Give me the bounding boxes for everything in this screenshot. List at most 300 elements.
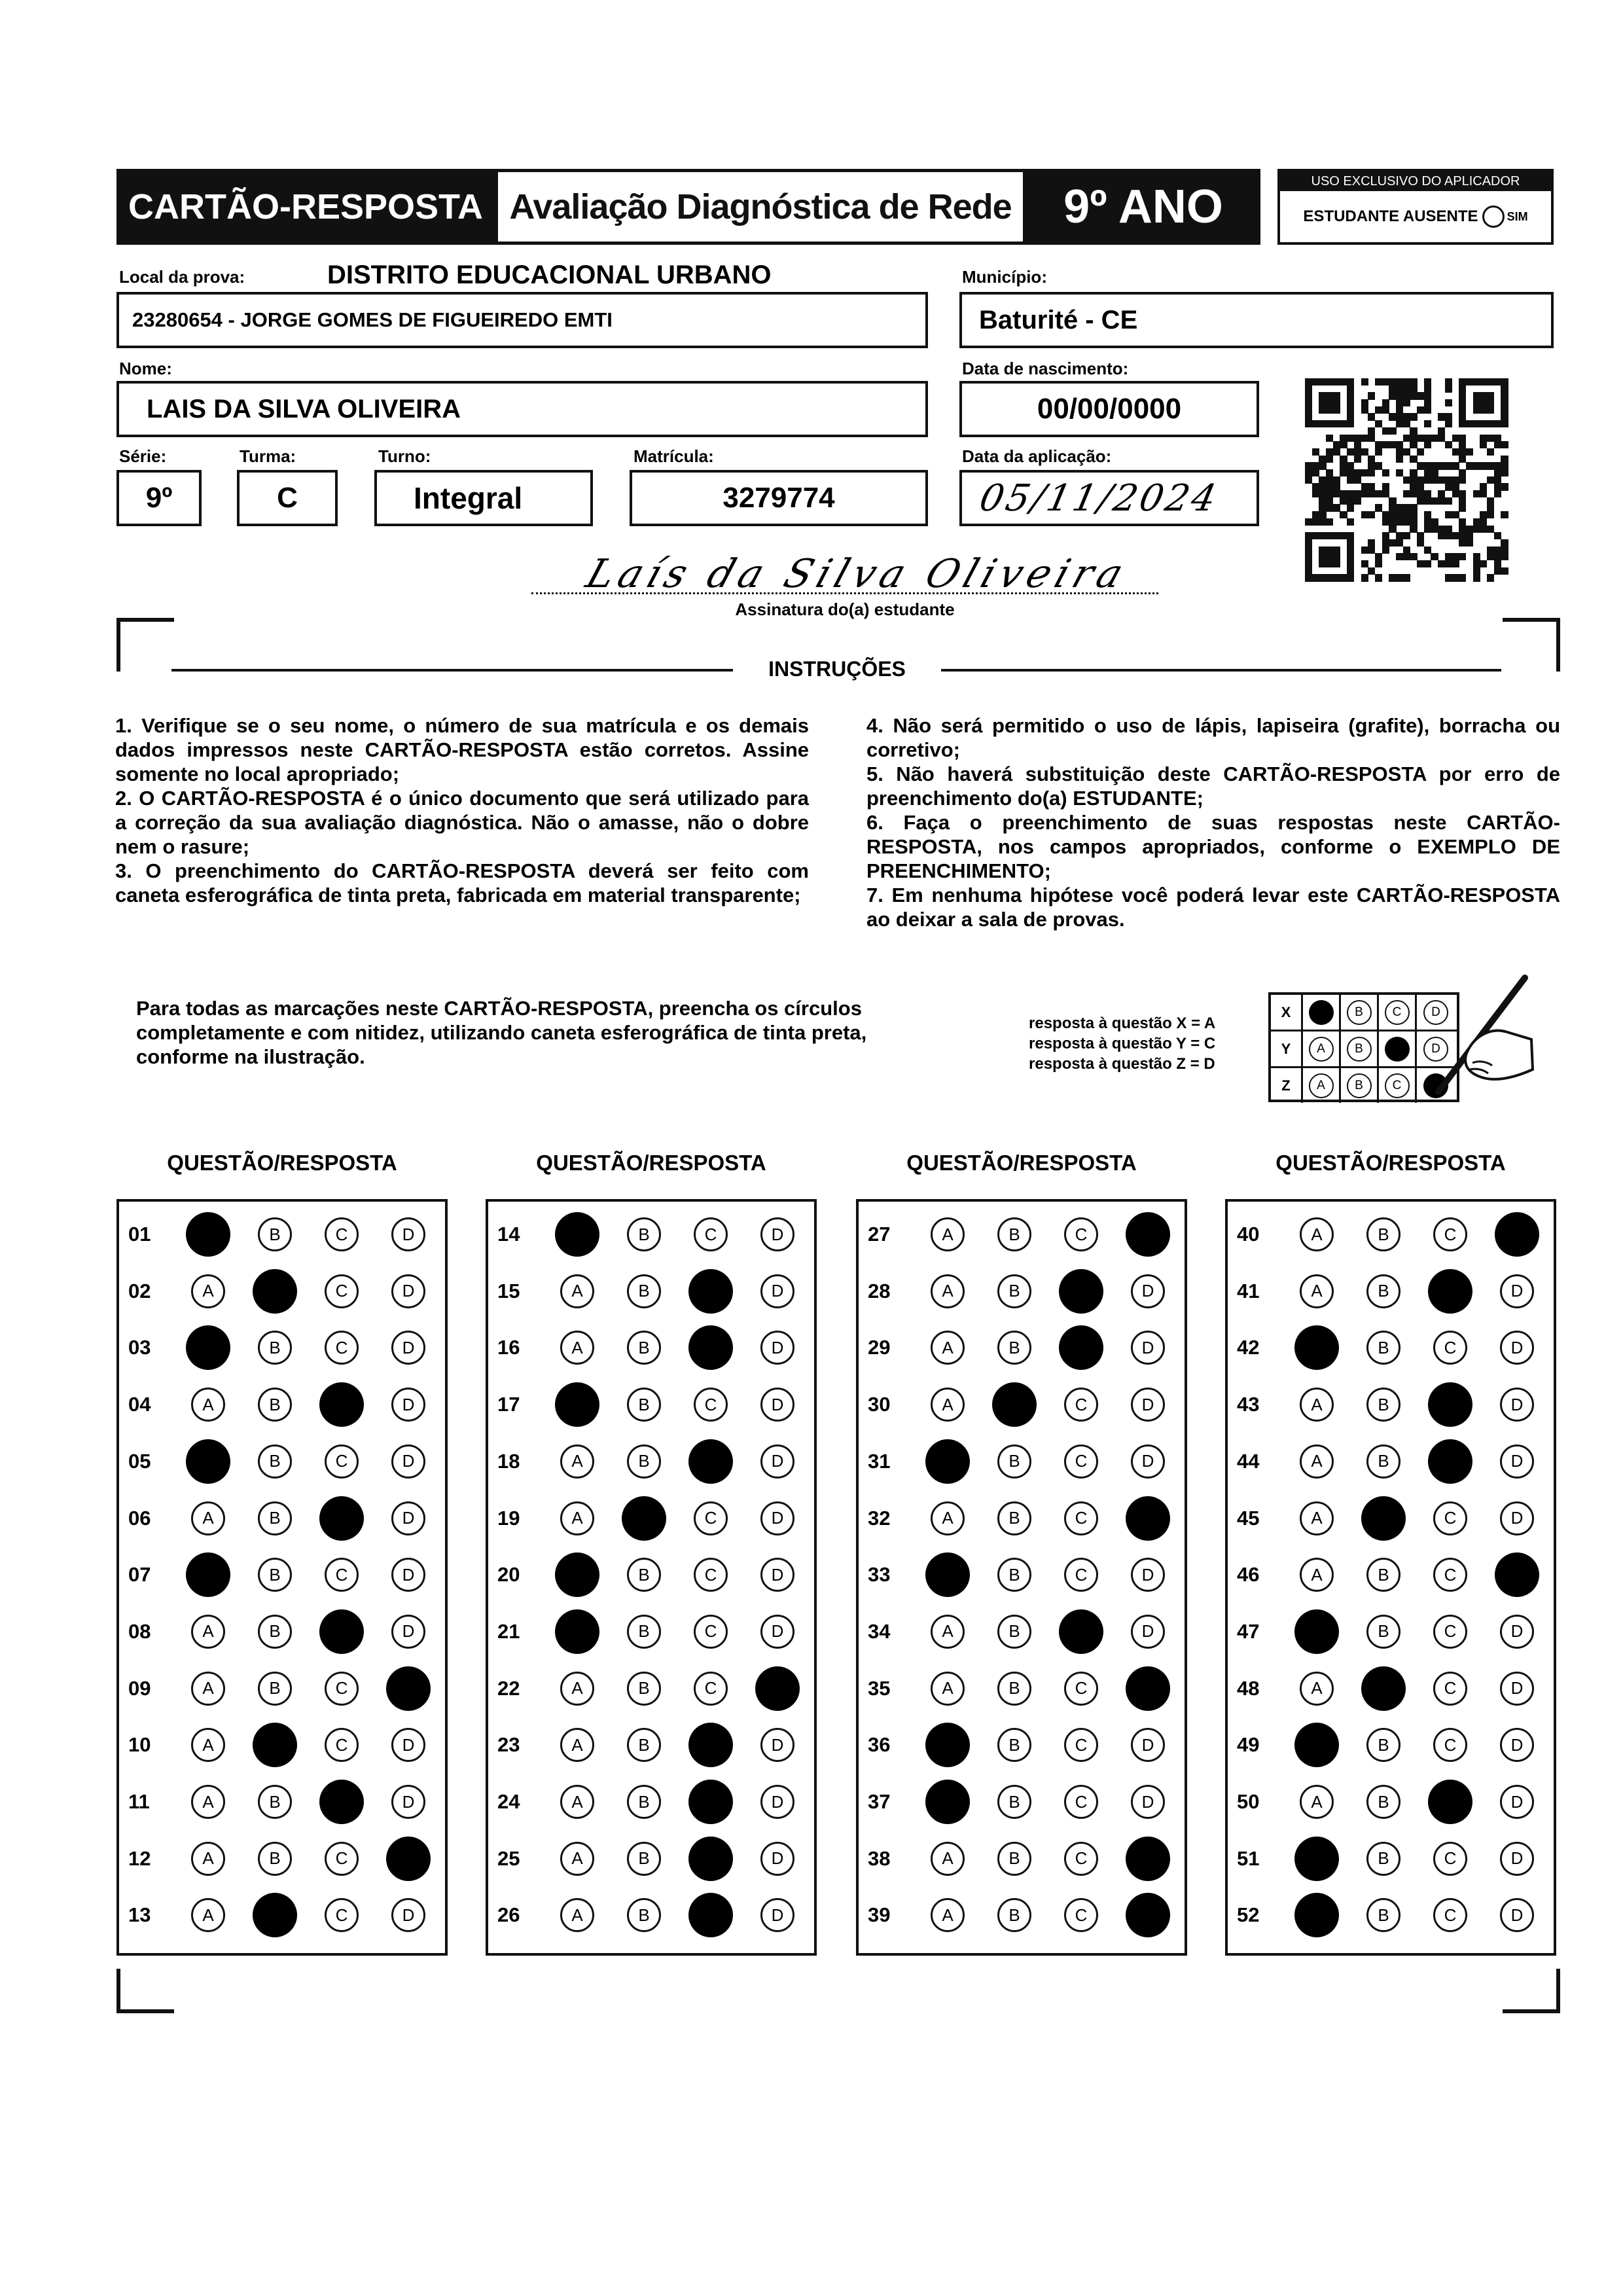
pen-hand-illustration: [1427, 971, 1538, 1100]
question-number: 35: [868, 1676, 891, 1700]
aplicacao-value: 05/11/2024: [976, 476, 1222, 520]
answer-bubble-02-a[interactable]: A: [191, 1274, 225, 1308]
instruction-5: 5. Não haverá substituição deste CARTÃO-RESPOSTA por erro de preenchimento do(a) ESTUDANTE;: [866, 762, 1560, 810]
answer-bubble-17-d[interactable]: D: [760, 1388, 794, 1422]
example-bubble-z-c: C: [1385, 1073, 1410, 1098]
answer-bubble-21-c[interactable]: C: [694, 1615, 728, 1649]
answer-bubble-30-d[interactable]: D: [1131, 1388, 1165, 1422]
instructions-rule-right: [941, 669, 1501, 672]
answer-bubble-17-c[interactable]: C: [694, 1388, 728, 1422]
answer-bubble-34-b[interactable]: B: [997, 1615, 1031, 1649]
answer-bubble-47-a[interactable]: [1294, 1609, 1339, 1654]
answer-bubble-22-b[interactable]: B: [627, 1672, 661, 1706]
signature: Laís da Silva Oliveira: [580, 551, 1134, 597]
answer-bubble-01-a[interactable]: [186, 1212, 230, 1257]
answer-bubble-49-b[interactable]: B: [1366, 1728, 1400, 1762]
answer-bubble-25-c[interactable]: [688, 1837, 733, 1881]
answer-bubble-20-a[interactable]: [555, 1552, 599, 1597]
answer-bubble-21-a[interactable]: [555, 1609, 599, 1654]
answer-bubble-48-c[interactable]: C: [1433, 1672, 1467, 1706]
answer-bubble-41-d[interactable]: D: [1500, 1274, 1534, 1308]
answer-bubble-28-d[interactable]: D: [1131, 1274, 1165, 1308]
answer-bubble-51-c[interactable]: C: [1433, 1842, 1467, 1876]
answer-bubble-34-a[interactable]: A: [931, 1615, 965, 1649]
answer-bubble-04-a[interactable]: A: [191, 1388, 225, 1422]
question-number: 37: [868, 1790, 891, 1813]
answer-bubble-51-d[interactable]: D: [1500, 1842, 1534, 1876]
question-number: 30: [868, 1393, 891, 1416]
question-number: 03: [128, 1336, 151, 1359]
answer-bubble-42-d[interactable]: D: [1500, 1331, 1534, 1365]
answer-bubble-30-b[interactable]: [992, 1382, 1037, 1427]
answer-bubble-32-d[interactable]: [1126, 1496, 1170, 1541]
answer-bubble-15-b[interactable]: B: [627, 1274, 661, 1308]
answer-bubble-29-c[interactable]: [1059, 1325, 1103, 1370]
answer-bubble-07-a[interactable]: [186, 1552, 230, 1597]
answer-bubble-50-a[interactable]: A: [1300, 1785, 1334, 1819]
question-number: 02: [128, 1279, 151, 1302]
answer-bubble-06-a[interactable]: A: [191, 1501, 225, 1535]
turma-label: Turma:: [240, 446, 296, 466]
answer-bubble-08-d[interactable]: D: [391, 1615, 425, 1649]
turno-value: Integral: [414, 481, 523, 515]
answer-bubble-39-d[interactable]: [1126, 1893, 1170, 1937]
answer-bubble-45-a[interactable]: A: [1300, 1501, 1334, 1535]
answer-bubble-33-b[interactable]: B: [997, 1558, 1031, 1592]
answer-bubble-15-d[interactable]: D: [760, 1274, 794, 1308]
answer-bubble-22-c[interactable]: C: [694, 1672, 728, 1706]
example-bubble-x-b: B: [1347, 1000, 1372, 1025]
question-number: 45: [1237, 1506, 1260, 1530]
question-number: 29: [868, 1336, 891, 1359]
answer-bubble-11-a[interactable]: A: [191, 1785, 225, 1819]
answer-bubble-28-a[interactable]: A: [931, 1274, 965, 1308]
example-row-label: X: [1271, 995, 1303, 1030]
local-district: DISTRITO EDUCACIONAL URBANO: [327, 260, 772, 289]
answer-bubble-47-d[interactable]: D: [1500, 1615, 1534, 1649]
answer-bubble-10-a[interactable]: A: [191, 1728, 225, 1762]
aplicacao-field: [959, 470, 1259, 526]
answer-bubble-25-d[interactable]: D: [760, 1842, 794, 1876]
answer-bubble-45-d[interactable]: D: [1500, 1501, 1534, 1535]
answer-bubble-41-c[interactable]: [1428, 1269, 1472, 1314]
answer-bubble-02-d[interactable]: D: [391, 1274, 425, 1308]
answer-bubble-05-a[interactable]: [186, 1439, 230, 1484]
example-bubble-y-a: A: [1309, 1037, 1334, 1062]
answer-bubble-15-c[interactable]: [688, 1269, 733, 1314]
column-title-2: QUESTÃO/RESPOSTA: [536, 1151, 766, 1175]
answer-bubble-50-d[interactable]: D: [1500, 1785, 1534, 1819]
answer-bubble-25-a[interactable]: A: [560, 1842, 594, 1876]
answer-bubble-34-c[interactable]: [1059, 1609, 1103, 1654]
example-legend: [1029, 1013, 1215, 1074]
answer-bubble-31-b[interactable]: B: [997, 1444, 1031, 1479]
answer-bubble-43-c[interactable]: [1428, 1382, 1472, 1427]
answer-bubble-06-c[interactable]: [319, 1496, 364, 1541]
answer-bubble-24-c[interactable]: [688, 1780, 733, 1824]
answer-bubble-19-c[interactable]: C: [694, 1501, 728, 1535]
question-number: 01: [128, 1223, 151, 1246]
answer-bubble-12-b[interactable]: B: [258, 1842, 292, 1876]
answer-bubble-09-c[interactable]: C: [325, 1672, 359, 1706]
instructions-title: INSTRUÇÕES: [768, 657, 906, 681]
answer-bubble-23-b[interactable]: B: [627, 1728, 661, 1762]
question-number: 26: [497, 1903, 520, 1927]
answer-bubble-52-b[interactable]: B: [1366, 1898, 1400, 1932]
answer-bubble-18-c[interactable]: [688, 1439, 733, 1484]
answer-bubble-35-b[interactable]: B: [997, 1672, 1031, 1706]
answer-bubble-32-c[interactable]: C: [1064, 1501, 1098, 1535]
answer-bubble-07-d[interactable]: D: [391, 1558, 425, 1592]
answer-bubble-47-b[interactable]: B: [1366, 1615, 1400, 1649]
answer-bubble-35-d[interactable]: [1126, 1666, 1170, 1711]
answer-bubble-33-d[interactable]: D: [1131, 1558, 1165, 1592]
answer-bubble-37-c[interactable]: C: [1064, 1785, 1098, 1819]
answer-bubble-18-a[interactable]: A: [560, 1444, 594, 1479]
answer-bubble-32-a[interactable]: A: [931, 1501, 965, 1535]
instructions-rule-left: [171, 669, 733, 672]
instruction-7: 7. Em nenhuma hipótese você poderá levar este CARTÃO-RESPOSTA ao deixar a sala de provas.: [866, 884, 1560, 931]
answer-bubble-49-d[interactable]: D: [1500, 1728, 1534, 1762]
answer-bubble-24-d[interactable]: D: [760, 1785, 794, 1819]
answer-bubble-31-a[interactable]: [925, 1439, 970, 1484]
aplicacao-label: Data da aplicação:: [962, 446, 1112, 466]
instructions-left: [115, 713, 809, 907]
answer-bubble-47-c[interactable]: C: [1433, 1615, 1467, 1649]
question-number: 24: [497, 1790, 520, 1813]
nome-field: [116, 381, 928, 437]
question-number: 18: [497, 1449, 520, 1473]
answer-bubble-36-b[interactable]: B: [997, 1728, 1031, 1762]
qr-code: [1305, 378, 1508, 581]
answer-bubble-16-b[interactable]: B: [627, 1331, 661, 1365]
answer-bubble-26-b[interactable]: B: [627, 1898, 661, 1932]
answer-bubble-05-c[interactable]: C: [325, 1444, 359, 1479]
answer-bubble-14-b[interactable]: B: [627, 1217, 661, 1251]
answer-bubble-03-b[interactable]: B: [258, 1331, 292, 1365]
answer-bubble-29-b[interactable]: B: [997, 1331, 1031, 1365]
turno-label: Turno:: [378, 446, 431, 466]
answer-bubble-32-b[interactable]: B: [997, 1501, 1031, 1535]
answer-bubble-36-d[interactable]: D: [1131, 1728, 1165, 1762]
answer-bubble-26-a[interactable]: A: [560, 1898, 594, 1932]
serie-label: Série:: [119, 446, 167, 466]
answer-bubble-08-b[interactable]: B: [258, 1615, 292, 1649]
answer-bubble-44-d[interactable]: D: [1500, 1444, 1534, 1479]
answer-bubble-27-b[interactable]: B: [997, 1217, 1031, 1251]
answer-bubble-43-a[interactable]: A: [1300, 1388, 1334, 1422]
answer-bubble-22-d[interactable]: [755, 1666, 800, 1711]
question-number: 10: [128, 1733, 151, 1757]
answer-bubble-40-d[interactable]: [1495, 1212, 1539, 1257]
answer-bubble-39-c[interactable]: C: [1064, 1898, 1098, 1932]
example-legend-z: resposta à questão Z = D: [1029, 1055, 1215, 1073]
question-number: 38: [868, 1846, 891, 1870]
answer-bubble-14-d[interactable]: D: [760, 1217, 794, 1251]
answer-bubble-16-c[interactable]: [688, 1325, 733, 1370]
example-bubble-y-d: D: [1423, 1037, 1448, 1062]
question-number: 49: [1237, 1733, 1260, 1757]
answer-bubble-27-a[interactable]: A: [931, 1217, 965, 1251]
answer-bubble-44-a[interactable]: A: [1300, 1444, 1334, 1479]
answer-bubble-28-c[interactable]: [1059, 1269, 1103, 1314]
question-number: 50: [1237, 1790, 1260, 1813]
answer-bubble-20-b[interactable]: B: [627, 1558, 661, 1592]
answer-bubble-09-b[interactable]: B: [258, 1672, 292, 1706]
example-bubble-x-d: D: [1423, 1000, 1448, 1025]
answer-bubble-40-a[interactable]: A: [1300, 1217, 1334, 1251]
answer-bubble-50-b[interactable]: B: [1366, 1785, 1400, 1819]
answer-bubble-31-d[interactable]: D: [1131, 1444, 1165, 1479]
question-number: 47: [1237, 1619, 1260, 1643]
matricula-value: 3279774: [722, 482, 835, 514]
example-bubble-z-b: B: [1347, 1073, 1372, 1098]
answer-bubble-14-c[interactable]: C: [694, 1217, 728, 1251]
example-bubble-x-c: C: [1385, 1000, 1410, 1025]
answer-bubble-04-d[interactable]: D: [391, 1388, 425, 1422]
question-number: 33: [868, 1563, 891, 1587]
answer-bubble-46-d[interactable]: [1495, 1552, 1539, 1597]
answer-bubble-16-d[interactable]: D: [760, 1331, 794, 1365]
answer-bubble-43-b[interactable]: B: [1366, 1388, 1400, 1422]
answer-bubble-09-a[interactable]: A: [191, 1672, 225, 1706]
answer-bubble-17-b[interactable]: B: [627, 1388, 661, 1422]
question-number: 34: [868, 1619, 891, 1643]
answer-bubble-27-c[interactable]: C: [1064, 1217, 1098, 1251]
matricula-field: [630, 470, 928, 526]
answer-bubble-43-d[interactable]: D: [1500, 1388, 1534, 1422]
answer-bubble-34-d[interactable]: D: [1131, 1615, 1165, 1649]
answer-bubble-18-b[interactable]: B: [627, 1444, 661, 1479]
answer-bubble-45-c[interactable]: C: [1433, 1501, 1467, 1535]
answer-bubble-10-c[interactable]: C: [325, 1728, 359, 1762]
answer-bubble-51-a[interactable]: [1294, 1837, 1339, 1881]
answer-bubble-13-c[interactable]: C: [325, 1898, 359, 1932]
answer-bubble-49-c[interactable]: C: [1433, 1728, 1467, 1762]
answer-bubble-36-c[interactable]: C: [1064, 1728, 1098, 1762]
question-number: 08: [128, 1619, 151, 1643]
answer-bubble-29-a[interactable]: A: [931, 1331, 965, 1365]
serie-value: 9º: [145, 482, 173, 514]
answer-bubble-13-a[interactable]: A: [191, 1898, 225, 1932]
nome-value: LAIS DA SILVA OLIVEIRA: [147, 394, 461, 423]
answer-bubble-36-a[interactable]: [925, 1723, 970, 1767]
answer-bubble-09-d[interactable]: [386, 1666, 431, 1711]
question-number: 21: [497, 1619, 520, 1643]
local-value: 23280654 - JORGE GOMES DE FIGUEIREDO EMTI: [132, 308, 613, 331]
question-number: 20: [497, 1563, 520, 1587]
answer-bubble-21-d[interactable]: D: [760, 1615, 794, 1649]
answer-bubble-46-b[interactable]: B: [1366, 1558, 1400, 1592]
corner-mark-bottom-right: [1503, 1969, 1560, 2013]
answer-bubble-44-b[interactable]: B: [1366, 1444, 1400, 1479]
municipio-value: Baturité - CE: [979, 305, 1138, 334]
answer-bubble-22-a[interactable]: A: [560, 1672, 594, 1706]
answer-bubble-46-c[interactable]: C: [1433, 1558, 1467, 1592]
answer-bubble-41-a[interactable]: A: [1300, 1274, 1334, 1308]
corner-mark-top-right: [1503, 618, 1560, 672]
column-title-3: QUESTÃO/RESPOSTA: [906, 1151, 1137, 1175]
answer-bubble-30-a[interactable]: A: [931, 1388, 965, 1422]
answer-bubble-45-b[interactable]: [1361, 1496, 1406, 1541]
answer-bubble-52-c[interactable]: C: [1433, 1898, 1467, 1932]
answer-bubble-19-d[interactable]: D: [760, 1501, 794, 1535]
answer-bubble-23-a[interactable]: A: [560, 1728, 594, 1762]
question-number: 09: [128, 1676, 151, 1700]
answer-bubble-31-c[interactable]: C: [1064, 1444, 1098, 1479]
question-number: 51: [1237, 1846, 1260, 1870]
answer-bubble-03-c[interactable]: C: [325, 1331, 359, 1365]
answer-bubble-35-a[interactable]: A: [931, 1672, 965, 1706]
question-number: 11: [128, 1790, 150, 1813]
answer-bubble-11-b[interactable]: B: [258, 1785, 292, 1819]
answer-bubble-33-a[interactable]: [925, 1552, 970, 1597]
answer-bubble-37-a[interactable]: [925, 1780, 970, 1824]
answer-bubble-17-a[interactable]: [555, 1382, 599, 1427]
example-row-label: Y: [1271, 1031, 1303, 1066]
answer-bubble-28-b[interactable]: B: [997, 1274, 1031, 1308]
answer-bubble-05-b[interactable]: B: [258, 1444, 292, 1479]
signature-line: [531, 592, 1158, 594]
answer-bubble-24-b[interactable]: B: [627, 1785, 661, 1819]
answer-bubble-24-a[interactable]: A: [560, 1785, 594, 1819]
answer-bubble-03-d[interactable]: D: [391, 1331, 425, 1365]
answer-bubble-41-b[interactable]: B: [1366, 1274, 1400, 1308]
answer-bubble-14-a[interactable]: [555, 1212, 599, 1257]
absent-option: SIM: [1507, 209, 1528, 223]
answer-bubble-01-b[interactable]: B: [258, 1217, 292, 1251]
question-number: 06: [128, 1506, 151, 1530]
turma-field: [237, 470, 338, 526]
nascimento-field: [959, 381, 1259, 437]
answer-bubble-15-a[interactable]: A: [560, 1274, 594, 1308]
answer-bubble-46-a[interactable]: A: [1300, 1558, 1334, 1592]
answer-bubble-38-c[interactable]: C: [1064, 1842, 1098, 1876]
answer-bubble-04-b[interactable]: B: [258, 1388, 292, 1422]
answer-bubble-12-c[interactable]: C: [325, 1842, 359, 1876]
grade-label: 9º ANO: [1026, 169, 1260, 245]
answer-bubble-42-b[interactable]: B: [1366, 1331, 1400, 1365]
answer-bubble-10-d[interactable]: D: [391, 1728, 425, 1762]
answer-bubble-51-b[interactable]: B: [1366, 1842, 1400, 1876]
answer-bubble-20-c[interactable]: C: [694, 1558, 728, 1592]
applicator-box: [1277, 169, 1554, 245]
answer-bubble-25-b[interactable]: B: [627, 1842, 661, 1876]
answer-bubble-26-d[interactable]: D: [760, 1898, 794, 1932]
example-bubble-x-a: [1309, 1000, 1334, 1025]
answer-bubble-29-d[interactable]: D: [1131, 1331, 1165, 1365]
answer-bubble-06-d[interactable]: D: [391, 1501, 425, 1535]
answer-bubble-01-c[interactable]: C: [325, 1217, 359, 1251]
example-bubble-y-c: [1385, 1037, 1410, 1062]
answer-bubble-38-a[interactable]: A: [931, 1842, 965, 1876]
question-number: 41: [1237, 1279, 1260, 1302]
answer-bubble-48-d[interactable]: D: [1500, 1672, 1534, 1706]
answer-bubble-44-c[interactable]: [1428, 1439, 1472, 1484]
answer-bubble-42-a[interactable]: [1294, 1325, 1339, 1370]
answer-bubble-27-d[interactable]: [1126, 1212, 1170, 1257]
example-row-label: Z: [1271, 1068, 1303, 1103]
answer-bubble-01-d[interactable]: D: [391, 1217, 425, 1251]
answer-bubble-13-b[interactable]: [253, 1893, 297, 1937]
answer-bubble-37-b[interactable]: B: [997, 1785, 1031, 1819]
instruction-3: 3. O preenchimento do CARTÃO-RESPOSTA deverá ser feito com caneta esferográfica de tinta preta, fabricada em material transparente;: [115, 859, 809, 906]
answer-bubble-38-d[interactable]: [1126, 1837, 1170, 1881]
answer-bubble-35-c[interactable]: C: [1064, 1672, 1098, 1706]
answer-bubble-38-b[interactable]: B: [997, 1842, 1031, 1876]
question-number: 04: [128, 1393, 151, 1416]
question-number: 15: [497, 1279, 520, 1302]
answer-bubble-12-a[interactable]: A: [191, 1842, 225, 1876]
answer-bubble-39-b[interactable]: B: [997, 1898, 1031, 1932]
answer-bubble-04-c[interactable]: [319, 1382, 364, 1427]
answer-bubble-08-a[interactable]: A: [191, 1615, 225, 1649]
question-number: 05: [128, 1449, 151, 1473]
answer-bubble-40-b[interactable]: B: [1366, 1217, 1400, 1251]
question-number: 39: [868, 1903, 891, 1927]
instruction-6: 6. Faça o preenchimento de suas respostas neste CARTÃO-RESPOSTA, nos campos apropriados, conforme o EXEMPLO DE PREENCHIMENTO;: [866, 811, 1560, 882]
answer-bubble-26-c[interactable]: [688, 1893, 733, 1937]
corner-mark-top-left: [116, 618, 174, 672]
absent-checkbox[interactable]: [1482, 206, 1505, 228]
answer-bubble-16-a[interactable]: A: [560, 1331, 594, 1365]
answer-bubble-23-c[interactable]: [688, 1723, 733, 1767]
answer-bubble-48-a[interactable]: A: [1300, 1672, 1334, 1706]
answer-bubble-07-b[interactable]: B: [258, 1558, 292, 1592]
answer-bubble-23-d[interactable]: D: [760, 1728, 794, 1762]
answer-bubble-12-d[interactable]: [386, 1837, 431, 1881]
local-field: [116, 292, 928, 348]
answer-bubble-13-d[interactable]: D: [391, 1898, 425, 1932]
answer-bubble-40-c[interactable]: C: [1433, 1217, 1467, 1251]
answer-bubble-07-c[interactable]: C: [325, 1558, 359, 1592]
answer-bubble-52-d[interactable]: D: [1500, 1898, 1534, 1932]
question-number: 32: [868, 1506, 891, 1530]
answer-bubble-37-d[interactable]: D: [1131, 1785, 1165, 1819]
instruction-1: 1. Verifique se o seu nome, o número de sua matrícula e os demais dados impressos neste CARTÃO-RESPOSTA estão corretos. Assine somente no local apropriado;: [115, 714, 809, 785]
answer-bubble-11-c[interactable]: [319, 1780, 364, 1824]
answer-bubble-08-c[interactable]: [319, 1609, 364, 1654]
answer-bubble-49-a[interactable]: [1294, 1723, 1339, 1767]
answer-bubble-19-b[interactable]: [622, 1496, 666, 1541]
answer-bubble-03-a[interactable]: [186, 1325, 230, 1370]
answer-bubble-39-a[interactable]: A: [931, 1898, 965, 1932]
answer-bubble-19-a[interactable]: A: [560, 1501, 594, 1535]
answer-bubble-11-d[interactable]: D: [391, 1785, 425, 1819]
matricula-label: Matrícula:: [633, 446, 714, 466]
question-number: 27: [868, 1223, 891, 1246]
answer-bubble-02-b[interactable]: [253, 1269, 297, 1314]
answer-bubble-18-d[interactable]: D: [760, 1444, 794, 1479]
answer-bubble-50-c[interactable]: [1428, 1780, 1472, 1824]
answer-bubble-33-c[interactable]: C: [1064, 1558, 1098, 1592]
answer-bubble-52-a[interactable]: [1294, 1893, 1339, 1937]
municipio-label: Município:: [962, 267, 1047, 287]
answer-bubble-21-b[interactable]: B: [627, 1615, 661, 1649]
question-number: 40: [1237, 1223, 1260, 1246]
answer-bubble-10-b[interactable]: [253, 1723, 297, 1767]
answer-bubble-30-c[interactable]: C: [1064, 1388, 1098, 1422]
answer-bubble-20-d[interactable]: D: [760, 1558, 794, 1592]
answer-bubble-48-b[interactable]: [1361, 1666, 1406, 1711]
answer-bubble-02-c[interactable]: C: [325, 1274, 359, 1308]
answer-bubble-06-b[interactable]: B: [258, 1501, 292, 1535]
card-title: CARTÃO-RESPOSTA: [116, 169, 495, 245]
question-number: 36: [868, 1733, 891, 1757]
answer-bubble-42-c[interactable]: C: [1433, 1331, 1467, 1365]
instruction-4: 4. Não será permitido o uso de lápis, lapiseira (grafite), borracha ou corretivo;: [866, 714, 1560, 761]
answer-bubble-05-d[interactable]: D: [391, 1444, 425, 1479]
